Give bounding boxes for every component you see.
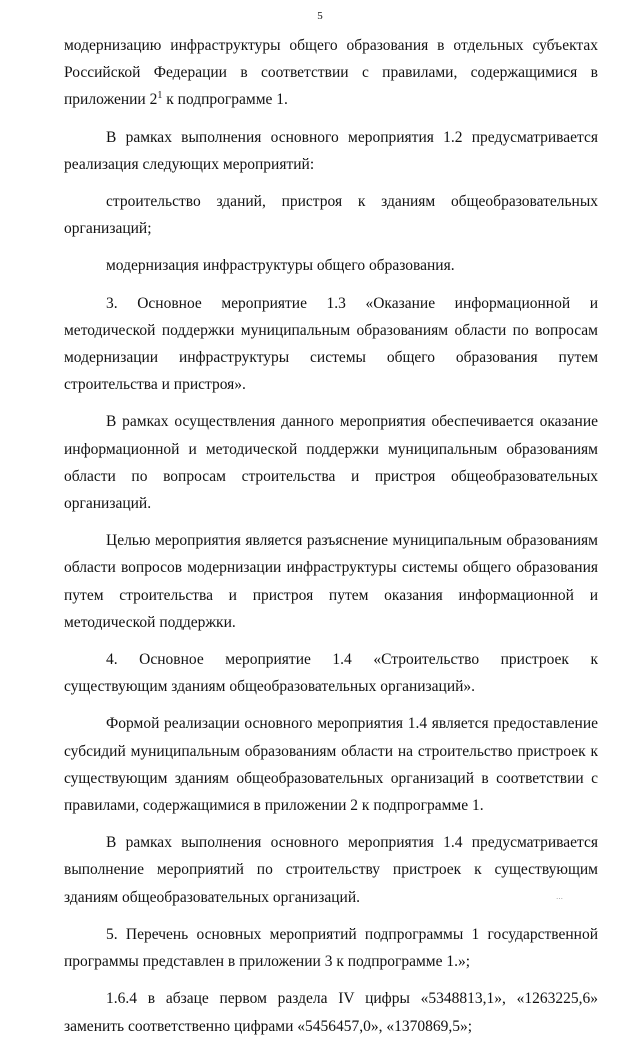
paragraph: В рамках осуществления данного мероприятия обеспечивается оказание информационной и методической поддержки муниципальным образованиям области по вопросам строительства и пристроя общеобразовательных организаций. [64, 413, 598, 513]
paragraph-tail: к подпрограмме 1. [162, 91, 288, 109]
paragraph: строительство зданий, пристроя к зданиям общеобразовательных организаций; [64, 193, 598, 238]
superscript: 1 [157, 90, 163, 102]
paragraph: 1.6.4 в абзаце первом раздела IV цифры «5348813,1», «1263225,6» заменить соответственно цифрами «5456457,0», «1370869,5»; [64, 990, 598, 1035]
paragraph-text: модернизацию инфраструктуры общего образования в отдельных субъектах Российской Федерации в соответствии с правилами, содержащимися в приложении 2 [64, 37, 598, 109]
paragraph: 3. Основное мероприятие 1.3 «Оказание информационной и методической поддержки муниципальным образованиям области по вопросам модернизации инфраструктуры системы общего образования путем строительства и пристроя». [64, 294, 598, 394]
paragraph [64, 32, 598, 114]
paragraph: 5. Перечень основных мероприятий подпрограммы 1 государственной программы представлен в приложении 3 к подпрограмме 1.»; [64, 925, 598, 971]
scan-mark: … [556, 893, 563, 901]
document-body [64, 32, 598, 1050]
paragraph: модернизация инфраструктуры общего образования. [106, 257, 455, 275]
page-number: 5 [317, 10, 323, 22]
paragraph: В рамках выполнения основного мероприятия 1.2 предусматривается реализация следующих мероприятий: [64, 128, 598, 173]
paragraph: Целью мероприятия является разъяснение муниципальным образованиям области вопросов модернизации инфраструктуры системы общего образования путем строительства и пристроя путем оказания информационной и методической поддержки. [64, 532, 598, 631]
paragraph: 4. Основное мероприятие 1.4 «Строительство пристроек к существующим зданиям общеобразовательных организаций». [64, 651, 598, 696]
paragraph: В рамках выполнения основного мероприятия 1.4 предусматривается выполнение мероприятий по строительству пристроек к существующим зданиям общеобразовательных организаций. [64, 834, 598, 906]
paragraph: Формой реализации основного мероприятия 1.4 является предоставление субсидий муниципальным образованиям области на строительство пристроек к существующим зданиям общеобразовательных организаций в соответствии с правилами, содержащимися в приложении 2 к подпрограмме 1. [64, 715, 598, 815]
